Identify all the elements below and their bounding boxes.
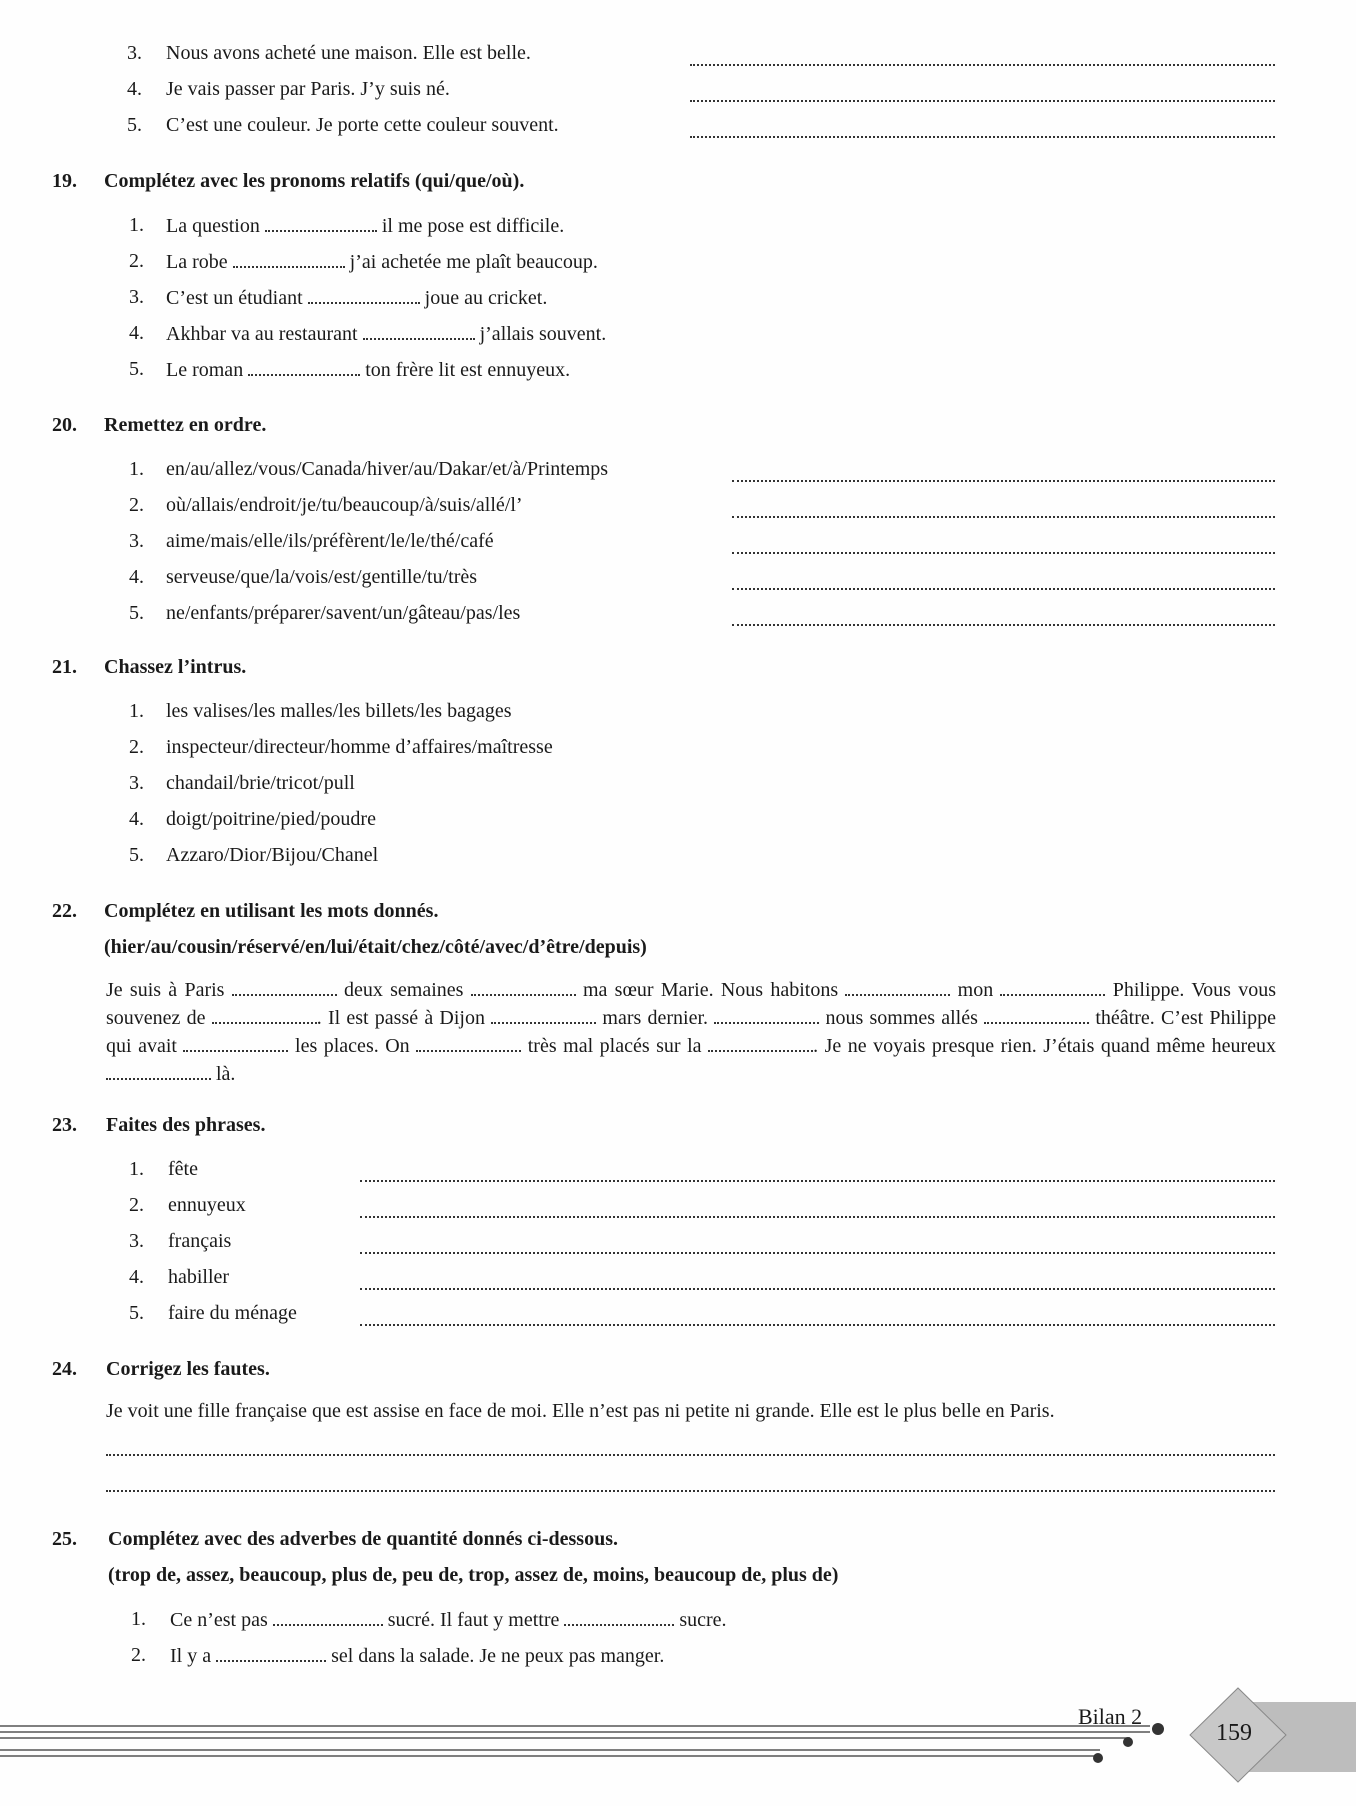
exercise-title: Corrigez les fautes. (106, 1358, 270, 1380)
answer-line[interactable] (690, 64, 1275, 66)
item-number: 3. (129, 1230, 144, 1252)
exercise-title: Complétez avec les pronoms relatifs (qui/que/où). (104, 170, 525, 192)
item-number: 5. (129, 844, 144, 866)
item-text: serveuse/que/la/vois/est/gentille/tu/très (166, 566, 478, 588)
exercise-number: 21. (52, 656, 77, 678)
blank[interactable] (564, 1608, 674, 1626)
blank[interactable] (363, 322, 475, 340)
item-number: 2. (129, 1194, 144, 1216)
item-number: 5. (129, 602, 144, 624)
footer-dot (1093, 1753, 1103, 1763)
item-text: aime/mais/elle/ils/préfèrent/le/le/thé/café (166, 530, 494, 552)
blank[interactable] (845, 978, 950, 996)
word-list: (hier/au/cousin/réservé/en/lui/était/chez/côté/avec/d’être/depuis) (104, 936, 647, 958)
item-text: inspecteur/directeur/homme d’affaires/maîtresse (166, 736, 553, 758)
blank[interactable] (984, 1006, 1089, 1024)
exercise-title: Complétez avec des adverbes de quantité donnés ci-dessous. (108, 1528, 618, 1550)
blank[interactable] (714, 1006, 819, 1024)
item-text: habiller (168, 1266, 230, 1288)
exercise-number: 24. (52, 1358, 77, 1380)
item-text: Ce n’est pas sucré. Il faut y mettre sucre. (170, 1609, 727, 1631)
paragraph: Je suis à Paris deux semaines ma sœur Marie. Nous habitons mon Philippe. Vous vous souvenez de . Il est passé à Dijon mars dernier. nous sommes allés théâtre. C’est Philippe qui avait les places. On très mal placés sur la . Je ne voyais presque rien. J’étais quand même heureux là. (106, 979, 1277, 1085)
item-text: Il y a sel dans la salade. Je ne peux pas manger. (170, 1645, 665, 1667)
item-text: doigt/poitrine/pied/poudre (166, 808, 376, 830)
item-number: 4. (127, 78, 142, 100)
exercise-title: Faites des phrases. (106, 1114, 266, 1136)
item-text: C’est une couleur. Je porte cette couleur souvent. (166, 114, 559, 136)
answer-line[interactable] (106, 1490, 1275, 1492)
blank[interactable] (183, 1034, 288, 1052)
item-text: les valises/les malles/les billets/les bagages (166, 700, 512, 722)
word-list: (trop de, assez, beaucoup, plus de, peu de, trop, assez de, moins, beaucoup de, plus de) (108, 1564, 839, 1586)
item-number: 2. (129, 250, 144, 272)
answer-line[interactable] (106, 1454, 1275, 1456)
exercise-title: Remettez en ordre. (104, 414, 267, 436)
item-number: 2. (129, 736, 144, 758)
answer-line[interactable] (732, 624, 1275, 626)
item-number: 4. (129, 808, 144, 830)
blank[interactable] (491, 1006, 596, 1024)
item-number: 4. (129, 322, 144, 344)
item-text: français (168, 1230, 232, 1252)
footer-decoration (0, 1680, 1356, 1800)
item-text: ennuyeux (168, 1194, 246, 1216)
item-number: 4. (129, 1266, 144, 1288)
blank[interactable] (212, 1006, 317, 1024)
item-text: où/allais/endroit/je/tu/beaucoup/à/suis/allé/l’ (166, 494, 523, 516)
exercise-title: Chassez l’intrus. (104, 656, 247, 678)
answer-line[interactable] (690, 100, 1275, 102)
answer-line[interactable] (732, 480, 1275, 482)
item-number: 2. (129, 494, 144, 516)
item-number: 4. (129, 566, 144, 588)
blank[interactable] (1000, 978, 1105, 996)
page-footer (0, 1680, 1356, 1800)
exercise-number: 20. (52, 414, 77, 436)
item-number: 3. (129, 286, 144, 308)
item-text: La robe j’ai achetée me plaît beaucoup. (166, 251, 598, 273)
answer-line[interactable] (732, 552, 1275, 554)
item-number: 3. (129, 530, 144, 552)
item-text: Akhbar va au restaurant j’allais souvent. (166, 323, 607, 345)
blank[interactable] (106, 1062, 211, 1080)
blank[interactable] (308, 286, 420, 304)
answer-line[interactable] (360, 1216, 1275, 1218)
section-label: Bilan 2 (1078, 1704, 1143, 1729)
exercise-title: Complétez en utilisant les mots donnés. (104, 900, 439, 922)
item-text: ne/enfants/préparer/savent/un/gâteau/pas/les (166, 602, 521, 624)
answer-line[interactable] (360, 1252, 1275, 1254)
item-number: 5. (127, 114, 142, 136)
exercise-number: 22. (52, 900, 77, 922)
footer-dot (1152, 1723, 1164, 1735)
answer-line[interactable] (732, 516, 1275, 518)
item-text: chandail/brie/tricot/pull (166, 772, 355, 794)
blank[interactable] (216, 1644, 326, 1662)
answer-line[interactable] (732, 588, 1275, 590)
faulty-text: Je voit une fille française que est assise en face de moi. Elle n’est pas ni petite ni grande. Elle est le plus belle en Paris. (106, 1400, 1055, 1422)
item-text: en/au/allez/vous/Canada/hiver/au/Dakar/et/à/Printemps (166, 458, 609, 480)
blank[interactable] (265, 214, 377, 232)
item-text: Le roman ton frère lit est ennuyeux. (166, 359, 571, 381)
item-text: Nous avons acheté une maison. Elle est belle. (166, 42, 531, 64)
item-text: Azzaro/Dior/Bijou/Chanel (166, 844, 379, 866)
answer-line[interactable] (360, 1288, 1275, 1290)
item-text: C’est un étudiant joue au cricket. (166, 287, 548, 309)
blank[interactable] (248, 358, 360, 376)
blank[interactable] (708, 1034, 813, 1052)
item-text: Je vais passer par Paris. J’y suis né. (166, 78, 450, 100)
item-number: 1. (129, 214, 144, 236)
footer-dot (1123, 1737, 1133, 1747)
exercise-number: 25. (52, 1528, 77, 1550)
exercise-number: 19. (52, 170, 77, 192)
page-number: 159 (1216, 1720, 1252, 1746)
blank[interactable] (233, 250, 345, 268)
item-number: 1. (129, 458, 144, 480)
item-text: La question il me pose est difficile. (166, 215, 565, 237)
answer-line[interactable] (360, 1180, 1275, 1182)
item-number: 3. (129, 772, 144, 794)
answer-line[interactable] (690, 136, 1275, 138)
blank[interactable] (232, 978, 337, 996)
item-number: 5. (129, 1302, 144, 1324)
item-text: fête (168, 1158, 198, 1180)
item-number: 5. (129, 358, 144, 380)
item-number: 3. (127, 42, 142, 64)
item-number: 1. (131, 1608, 146, 1630)
item-text: faire du ménage (168, 1302, 297, 1324)
answer-line[interactable] (360, 1324, 1275, 1326)
blank[interactable] (471, 978, 576, 996)
item-number: 1. (129, 700, 144, 722)
item-number: 2. (131, 1644, 146, 1666)
blank[interactable] (273, 1608, 383, 1626)
blank[interactable] (416, 1034, 521, 1052)
exercise-number: 23. (52, 1114, 77, 1136)
item-number: 1. (129, 1158, 144, 1180)
